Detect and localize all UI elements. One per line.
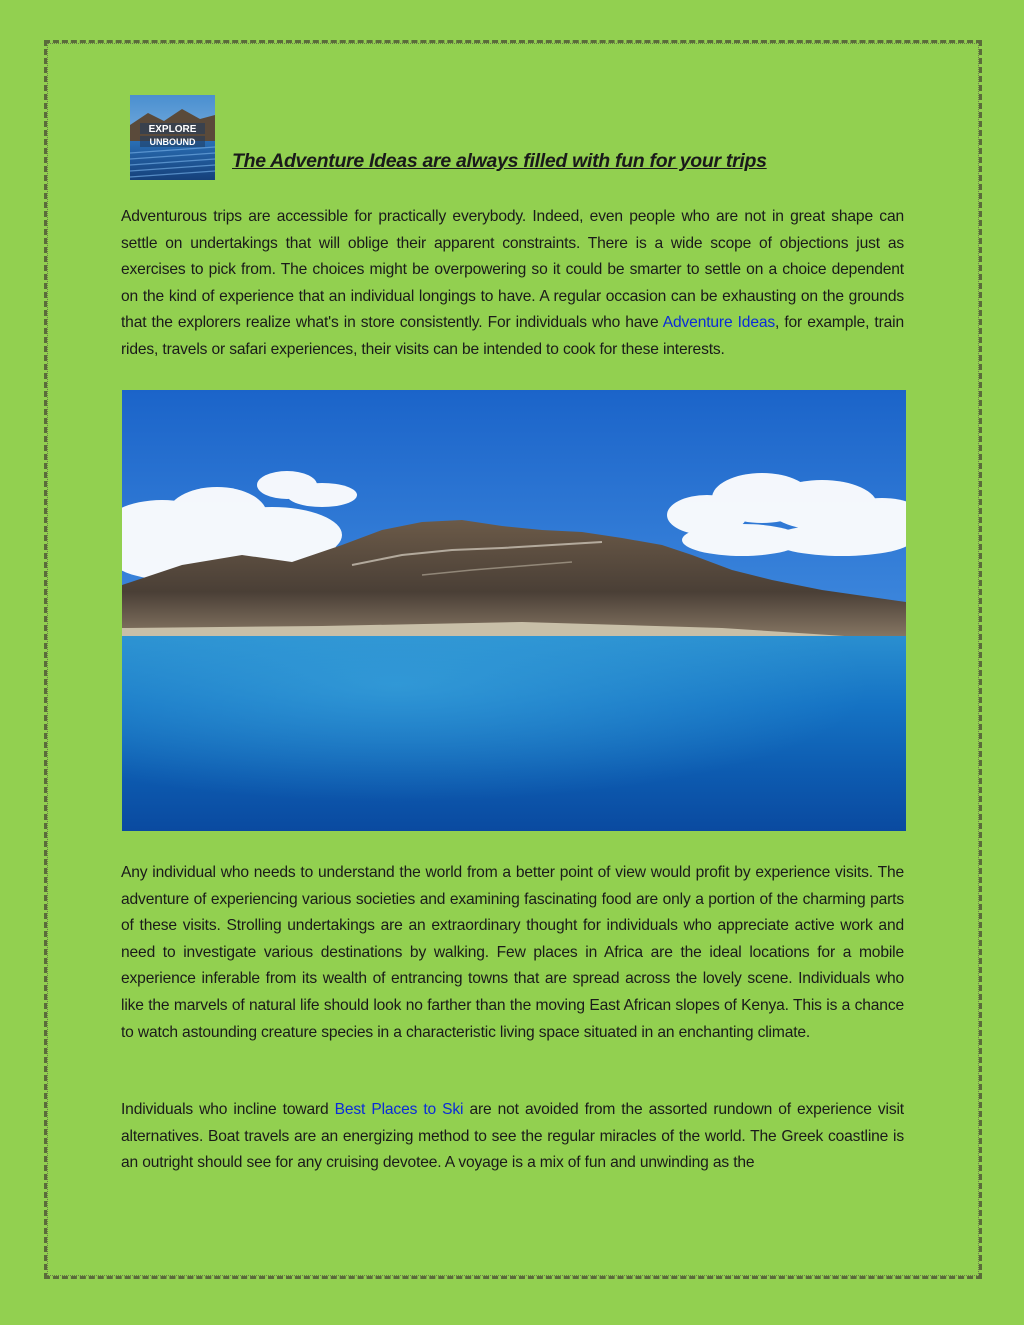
paragraph-ski-text-1: Individuals who incline toward — [121, 1101, 335, 1118]
explore-unbound-logo — [130, 95, 215, 180]
paragraph-ski-text-2: are not avoided from the assorted rundown of experience visit alternatives. Boat travels are an energizing method to see the regular miracles of the world. The Greek coastline is an outright should see for any cruising devotee. A voyage is a mix of fun and unwinding as the — [121, 1101, 904, 1172]
logo-text-line1: EXPLORE — [148, 124, 197, 135]
page-title: The Adventure Ideas are always filled with fun for your trips — [232, 150, 767, 172]
paragraph-intro — [121, 204, 904, 364]
best-places-to-ski-link[interactable]: Best Places to Ski — [334, 1101, 464, 1118]
paragraph-ski — [121, 1097, 904, 1177]
crater-lake-photo — [122, 390, 906, 831]
adventure-ideas-link[interactable]: Adventure Ideas — [662, 314, 776, 332]
paragraph-intro-text-2: , for example, train rides, travels or safari experiences, their visits can be intended to cook for these interests. — [121, 314, 904, 358]
paragraph-intro-text-1: Adventurous trips are accessible for practically everybody. Indeed, even people who are not in great shape can settle on undertakings that will oblige their apparent constraints. There is a wide scope of objections just as exercises to pick from. The choices might be overpowering so it could be smarter to settle on a choice dependent on the kind of experience that an individual longings to have. A regular occasion can be exhausting on the grounds that the explorers realize what's in store consistently. For individuals who have — [121, 208, 904, 332]
logo-text-line2: UNBOUND — [149, 137, 196, 147]
paragraph-experience-visits: Any individual who needs to understand the world from a better point of view would profit by experience visits. The adventure of experiencing various societies and examining fascinating food are only a portion of the charming parts of these visits. Strolling undertakings are an extraordinary thought for individuals who appreciate active work and need to investigate various destinations by walking. Few places in Africa are the ideal locations for a mobile experience inferable from its wealth of entrancing towns that are spread across the lovely scene. Individuals who like the marvels of natural life should look no farther than the moving East African slopes of Kenya. This is a chance to watch astounding creature species in a characteristic living space situated in an enchanting climate. — [121, 864, 904, 1041]
